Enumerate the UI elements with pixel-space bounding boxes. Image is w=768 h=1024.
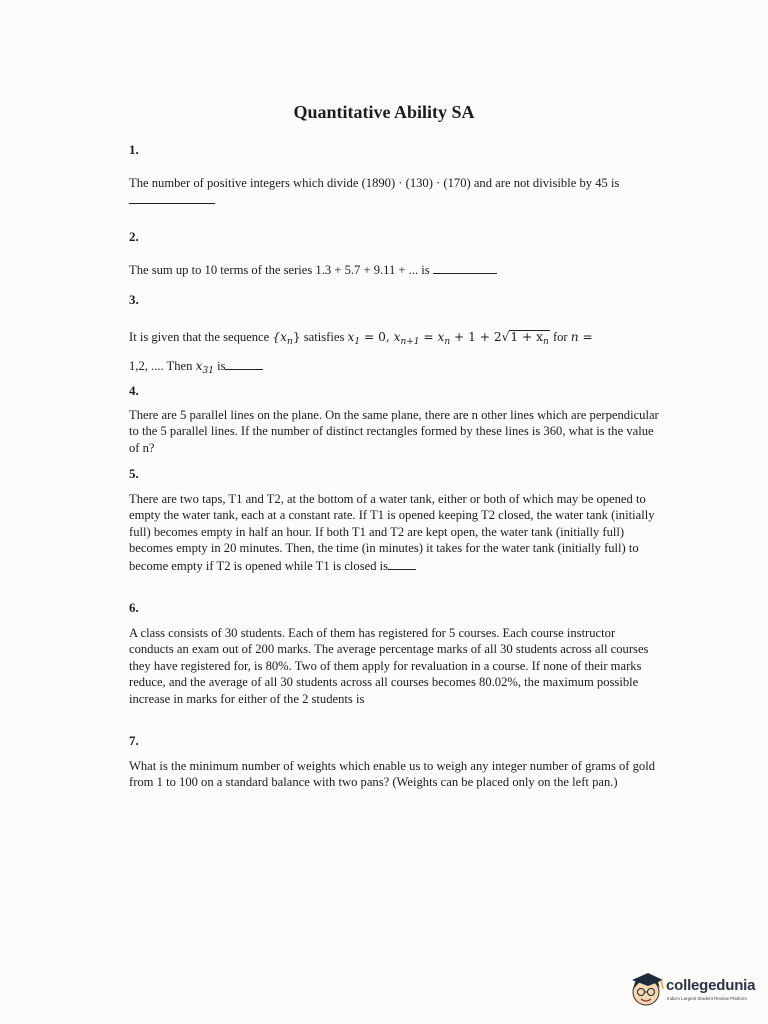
question-number-1: 1. [129,142,139,157]
x-var-d: x [195,359,203,373]
seq-close: } [292,330,301,344]
x31-sub: 31 [202,366,214,376]
radicand-text: 1 + x [510,330,543,344]
is-word: is [217,359,226,373]
answer-blank-5 [388,557,416,570]
question-text-7: What is the minimum number of weights which enable us to weigh any integer number of grams of gold from 1 to 100 on a standard balance with two pans? (Weights can be placed only on the left pan.) [129,759,656,790]
question-1-body: The number of positive integers which divide (1890) · (130) · (170) and are not divisible by 45 is [129,176,620,190]
x-var-a: x [347,330,355,344]
answer-blank-2 [433,261,497,274]
question-2-body: The sum up to 10 terms of the series 1.3 + 5.7 + 9.11 + ... is [129,263,430,277]
x31-term [195,359,214,376]
x-var-c: x [437,330,445,344]
satisfies-word: satisfies [303,330,345,344]
page-title: Quantitative Ability SA [293,102,475,122]
question-number-5: 5. [129,466,139,481]
eq-sign: = [423,330,434,344]
question-text-6: A class consists of 30 students. Each of them has registered for 5 courses. Each course instructor conducts an exam out of 200 marks. The average percentage marks of all 30 students across all courses they have registered for, is 80%. Two of them apply for revaluation in a course. If none of their marks reduce, and the average of all 30 students across all courses becomes 80.02%, the maximum possible increase in marks for either of the 2 students is [129,626,649,706]
plus-term: + 1 + 2 [454,330,502,344]
eq-zero: = 0, [363,330,390,344]
question-text-1 [129,175,661,209]
seq-open: {x [272,330,288,344]
sequence-notation [272,330,301,347]
logo-tagline: India's Largest Student Review Platform [667,996,747,1001]
question-text-2 [129,261,661,278]
recurrence-formula [347,330,550,347]
collegedunia-logo [630,968,760,1014]
question-3-intro: It is given that the sequence [129,330,270,344]
question-number-6: 6. [129,600,139,615]
xn-sub: n [444,337,451,347]
n-equals: n = [570,330,593,344]
x-var-b: x [393,330,401,344]
radicand-sub: n [542,337,549,347]
range-text: 1,2, .... Then [129,359,193,373]
question-number-4: 4. [129,383,139,398]
sqrt-sign-icon: √ [501,330,510,344]
question-number-7: 7. [129,733,139,748]
for-word: for [552,330,568,344]
mascot-icon [630,968,666,1014]
sqrt-radicand [509,330,549,349]
question-number-2: 2. [129,229,139,244]
answer-blank-3 [225,357,263,370]
question-text-5 [129,491,661,574]
question-text-4: There are 5 parallel lines on the plane. On the same plane, there are n other lines which are perpendicular to the 5 parallel lines. If the number of distinct rectangles formed by these lines is 360, what is the value of n? [129,408,659,455]
seq-sub: n [287,337,293,347]
xnp1-sub: n+1 [400,337,420,347]
question-number-3: 3. [129,292,139,307]
answer-blank-1 [129,191,215,204]
x1-sub: 1 [354,337,361,347]
question-5-body: There are two taps, T1 and T2, at the bottom of a water tank, either or both of which may be opened to empty the water tank, each at a constant rate. If T1 is opened keeping T2 closed, the water tank (initially full) becomes empty in half an hour. If both T1 and T2 are kept open, the water tank (initially full) becomes empty in 20 minutes. Then, the time (in minutes) it takes for the water tank (initially full) to become empty if T2 is opened while T1 is closed is [129,492,655,573]
question-text-3 [129,325,661,383]
logo-wordmark: collegedunia [666,977,756,994]
